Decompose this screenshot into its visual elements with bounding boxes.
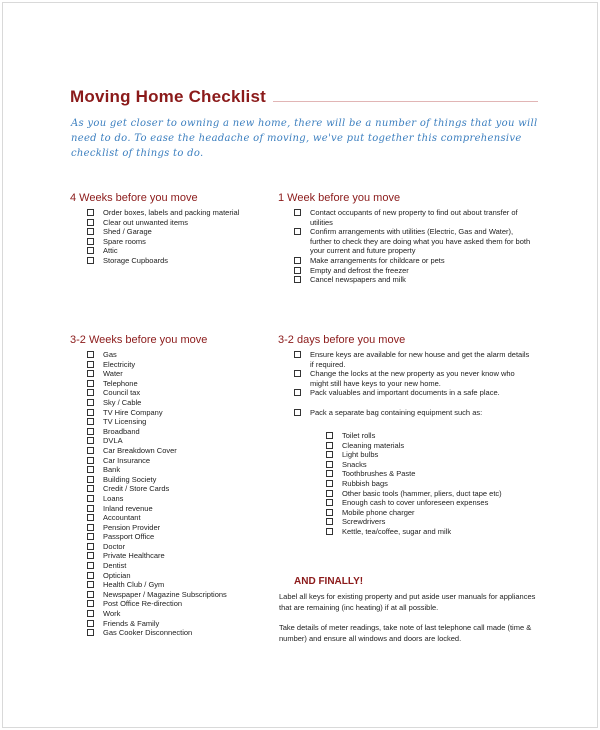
list-item: Snacks xyxy=(326,460,536,470)
checkbox[interactable] xyxy=(87,209,94,216)
list-item: TV Licensing xyxy=(87,417,272,427)
checkbox[interactable] xyxy=(87,562,94,569)
checkbox[interactable] xyxy=(326,518,333,525)
list-item: Water xyxy=(87,369,272,379)
checkbox[interactable] xyxy=(294,409,301,416)
list-item: Health Club / Gym xyxy=(87,580,272,590)
checkbox[interactable] xyxy=(87,514,94,521)
heading-1-week: 1 Week before you move xyxy=(278,192,401,204)
list-item: Confirm arrangements with utilities (Electric, Gas and Water), further to check they are doing what you have asked them for both your current and future property xyxy=(294,227,534,256)
list-item: Gas xyxy=(87,350,272,360)
checkbox[interactable] xyxy=(87,600,94,607)
list-item: Empty and defrost the freezer xyxy=(294,266,534,276)
list-item: Telephone xyxy=(87,379,272,389)
checkbox[interactable] xyxy=(87,485,94,492)
checkbox[interactable] xyxy=(87,466,94,473)
list-item: Clear out unwanted items xyxy=(87,218,272,228)
checkbox[interactable] xyxy=(326,480,333,487)
checkbox[interactable] xyxy=(87,389,94,396)
list-item: Gas Cooker Disconnection xyxy=(87,628,272,638)
checkbox[interactable] xyxy=(87,581,94,588)
list-item: Car Insurance xyxy=(87,456,272,466)
checkbox[interactable] xyxy=(294,276,301,283)
checkbox[interactable] xyxy=(87,591,94,598)
list-item: Private Healthcare xyxy=(87,551,272,561)
list-item: Cleaning materials xyxy=(326,441,536,451)
list-item: Council tax xyxy=(87,388,272,398)
checkbox[interactable] xyxy=(87,351,94,358)
list-item: Screwdrivers xyxy=(326,517,536,527)
checkbox[interactable] xyxy=(294,267,301,274)
list-item: Broadband xyxy=(87,427,272,437)
heading-3-2-weeks: 3-2 Weeks before you move xyxy=(70,334,208,346)
checkbox[interactable] xyxy=(87,629,94,636)
checkbox[interactable] xyxy=(87,505,94,512)
list-4-weeks xyxy=(87,208,272,266)
list-item: Other basic tools (hammer, pliers, duct tape etc) xyxy=(326,489,536,499)
list-item: Sky / Cable xyxy=(87,398,272,408)
checkbox[interactable] xyxy=(87,552,94,559)
list-item: Toothbrushes & Paste xyxy=(326,469,536,479)
checkbox[interactable] xyxy=(87,572,94,579)
checkbox[interactable] xyxy=(87,380,94,387)
list-item: TV Hire Company xyxy=(87,408,272,418)
list-item: Order boxes, labels and packing material xyxy=(87,208,272,218)
list-item: Pack valuables and important documents in a safe place. xyxy=(294,388,534,398)
list-item: Attic xyxy=(87,246,272,256)
checkbox[interactable] xyxy=(87,247,94,254)
list-1-week xyxy=(294,208,534,285)
checkbox[interactable] xyxy=(87,620,94,627)
list-item: Contact occupants of new property to find out about transfer of utilities xyxy=(294,208,534,227)
list-item: Credit / Store Cards xyxy=(87,484,272,494)
list-item: Car Breakdown Cover xyxy=(87,446,272,456)
list-item: Toilet rolls xyxy=(326,431,536,441)
checkbox[interactable] xyxy=(87,228,94,235)
checkbox[interactable] xyxy=(87,257,94,264)
list-item: Light bulbs xyxy=(326,450,536,460)
list-item: DVLA xyxy=(87,436,272,446)
checkbox[interactable] xyxy=(87,476,94,483)
checkbox[interactable] xyxy=(326,490,333,497)
list-item: Enough cash to cover unforeseen expenses xyxy=(326,498,536,508)
list-item: Passport Office xyxy=(87,532,272,542)
list-3-2-weeks xyxy=(87,350,272,638)
checkbox[interactable] xyxy=(87,447,94,454)
list-item: Friends & Family xyxy=(87,619,272,629)
list-item: Dentist xyxy=(87,561,272,571)
checkbox[interactable] xyxy=(326,499,333,506)
checkbox[interactable] xyxy=(294,389,301,396)
list-item: Pack a separate bag containing equipment such as: xyxy=(294,408,534,418)
list-item: Cancel newspapers and milk xyxy=(294,275,534,285)
list-item: Work xyxy=(87,609,272,619)
checkbox[interactable] xyxy=(326,432,333,439)
list-item: Ensure keys are available for new house and get the alarm details if required. xyxy=(294,350,534,369)
checkbox[interactable] xyxy=(87,457,94,464)
checkbox[interactable] xyxy=(87,238,94,245)
list-item: Inland revenue xyxy=(87,504,272,514)
checkbox[interactable] xyxy=(326,461,333,468)
checkbox[interactable] xyxy=(87,495,94,502)
checkbox[interactable] xyxy=(87,219,94,226)
checkbox[interactable] xyxy=(294,209,301,216)
title-underline xyxy=(273,101,538,102)
list-item: Bank xyxy=(87,465,272,475)
list-item: Loans xyxy=(87,494,272,504)
list-item: Post Office Re-direction xyxy=(87,599,272,609)
checkbox[interactable] xyxy=(326,470,333,477)
checkbox[interactable] xyxy=(87,370,94,377)
list-item: Newspaper / Magazine Subscriptions xyxy=(87,590,272,600)
list-item: Storage Cupboards xyxy=(87,256,272,266)
list-item: Building Society xyxy=(87,475,272,485)
checkbox[interactable] xyxy=(87,610,94,617)
checkbox[interactable] xyxy=(326,509,333,516)
intro-text: As you get closer to owning a new home, there will be a number of things that you will need to do. To ease the headache of moving, we've put together this comprehensive checklist of things to do. xyxy=(71,118,538,159)
checkbox[interactable] xyxy=(294,351,301,358)
checkbox[interactable] xyxy=(87,524,94,531)
checkbox[interactable] xyxy=(87,409,94,416)
finally-paragraph-2: Take details of meter readings, take note of last telephone call made (time & number) and ensure all windows and doors are locked. xyxy=(279,623,532,643)
checkbox[interactable] xyxy=(294,228,301,235)
checkbox[interactable] xyxy=(87,399,94,406)
checkbox[interactable] xyxy=(326,442,333,449)
checkbox[interactable] xyxy=(294,257,301,264)
list-item: Mobile phone charger xyxy=(326,508,536,518)
checkbox[interactable] xyxy=(87,533,94,540)
list-item: Spare rooms xyxy=(87,237,272,247)
list-bag-items xyxy=(326,431,536,537)
checkbox[interactable] xyxy=(87,428,94,435)
document-page xyxy=(2,2,598,728)
list-item: Change the locks at the new property as you never know who might still have keys to your new home. xyxy=(294,369,534,388)
list-item: Shed / Garage xyxy=(87,227,272,237)
checkbox[interactable] xyxy=(87,543,94,550)
list-item: Electricity xyxy=(87,360,272,370)
checkbox[interactable] xyxy=(87,437,94,444)
finally-heading: AND FINALLY! xyxy=(294,576,364,587)
checkbox[interactable] xyxy=(294,370,301,377)
list-item: Make arrangements for childcare or pets xyxy=(294,256,534,266)
list-item: Optician xyxy=(87,571,272,581)
finally-paragraph-1: Label all keys for existing property and put aside user manuals for appliances that are remaining (inc heating) if at all possible. xyxy=(279,592,536,612)
list-item: Rubbish bags xyxy=(326,479,536,489)
checkbox[interactable] xyxy=(87,361,94,368)
heading-4-weeks: 4 Weeks before you move xyxy=(70,192,198,204)
list-item: Pension Provider xyxy=(87,523,272,533)
list-item: Doctor xyxy=(87,542,272,552)
checkbox[interactable] xyxy=(326,528,333,535)
checkbox[interactable] xyxy=(326,451,333,458)
list-item: Kettle, tea/coffee, sugar and milk xyxy=(326,527,536,537)
page-title: Moving Home Checklist xyxy=(70,87,266,106)
checkbox[interactable] xyxy=(87,418,94,425)
list-item: Accountant xyxy=(87,513,272,523)
list-3-2-days xyxy=(294,350,534,418)
heading-3-2-days: 3-2 days before you move xyxy=(278,334,406,346)
